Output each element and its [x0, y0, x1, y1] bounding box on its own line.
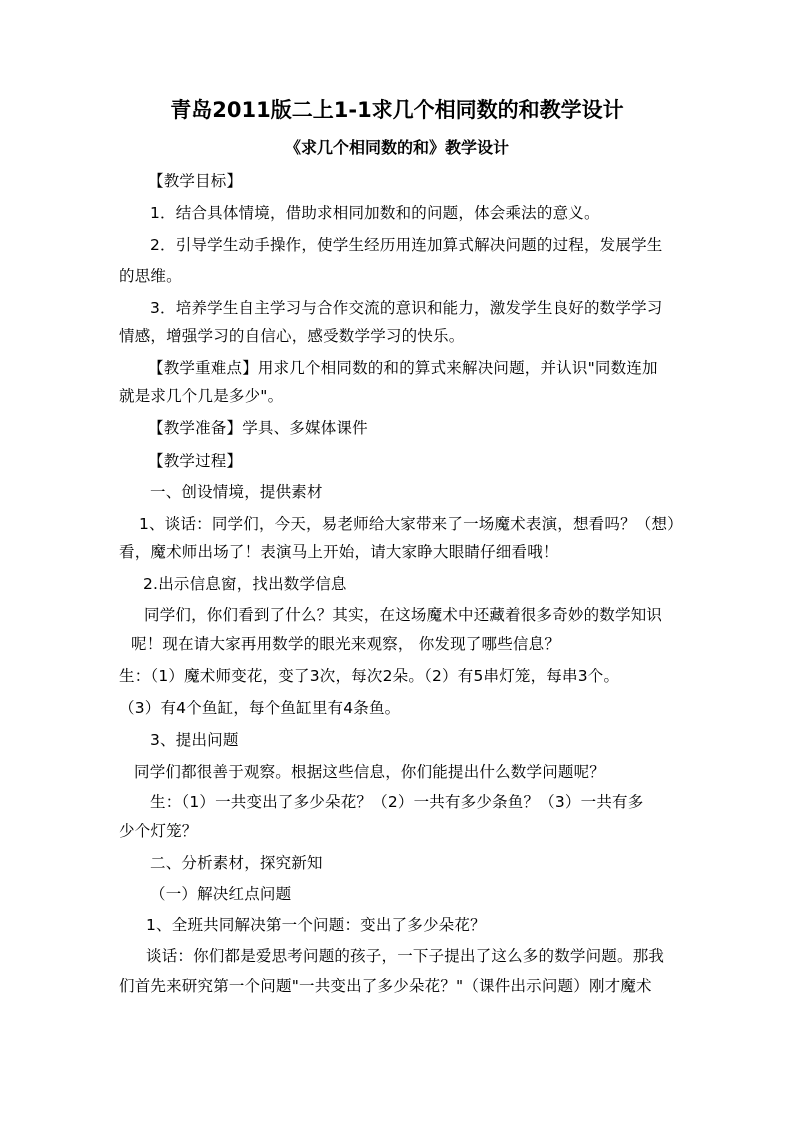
section-heading-key-points: 【教学重难点】用求几个相同数的和的算式来解决问题，并认识"同数连加 [148, 359, 658, 377]
paragraph-line: 一、创设情境，提供素材 [150, 483, 323, 501]
section-heading-process: 【教学过程】 [148, 452, 243, 470]
paragraph-line: （一）解决红点问题 [150, 885, 292, 903]
paragraph-line: 的思维。 [119, 267, 182, 285]
paragraph-line: 生：（1）一共变出了多少朵花？（2）一共有多少条鱼？（3）一共有多 [150, 793, 644, 811]
paragraph-line: 1．结合具体情境，借助求相同加数和的问题，体会乘法的意义。 [150, 204, 600, 222]
paragraph-line: 二、分析素材，探究新知 [150, 854, 323, 872]
paragraph-line: 们首先来研究第一个问题"一共变出了多少朵花？"（课件出示问题）刚才魔术 [119, 977, 652, 995]
paragraph-line: 情感，增强学习的自信心，感受数学学习的快乐。 [119, 327, 465, 345]
paragraph-line: 1、谈话：同学们，今天，易老师给大家带来了一场魔术表演，想看吗？（想） [139, 515, 683, 533]
paragraph-line: 生：（1）魔术师变花，变了3次，每次2朵。（2）有5串灯笼，每串3个。 [119, 667, 620, 685]
paragraph-line: 就是求几个几是多少"。 [119, 387, 284, 405]
paragraph-line: 3．培养学生自主学习与合作交流的意识和能力，激发学生良好的数学学习 [150, 299, 663, 317]
paragraph-line: 同学们，你们看到了什么？其实，在这场魔术中还藏着很多奇妙的数学知识 [144, 606, 663, 624]
section-heading-objectives: 【教学目标】 [148, 172, 243, 190]
paragraph-line: 看，魔术师出场了！表演马上开始，请大家睁大眼睛仔细看哦！ [119, 543, 559, 561]
paragraph-line: 3、提出问题 [150, 731, 239, 749]
paragraph-line: 呢！现在请大家再用数学的眼光来观察， 你发现了哪些信息？ [131, 635, 561, 653]
paragraph-line: 同学们都很善于观察。根据这些信息，你们能提出什么数学问题呢？ [134, 763, 606, 781]
paragraph-line: 谈话：你们都是爱思考问题的孩子，一下子提出了这么多的数学问题。那我 [146, 947, 665, 965]
document-subtitle: 《求几个相同数的和》教学设计 [284, 138, 509, 157]
paragraph-line: （3）有4个鱼缸，每个鱼缸里有4条鱼。 [119, 699, 401, 717]
paragraph-line: 2.出示信息窗，找出数学信息 [143, 575, 347, 593]
section-heading-preparation: 【教学准备】学具、多媒体课件 [148, 419, 368, 437]
paragraph-line: 2．引导学生动手操作，使学生经历用连加算式解决问题的过程，发展学生 [150, 236, 663, 254]
paragraph-line: 1、全班共同解决第一个问题：变出了多少朵花？ [146, 916, 486, 934]
document-title: 青岛2011版二上1-1求几个相同数的和教学设计 [170, 98, 624, 122]
paragraph-line: 少个灯笼？ [119, 822, 198, 840]
